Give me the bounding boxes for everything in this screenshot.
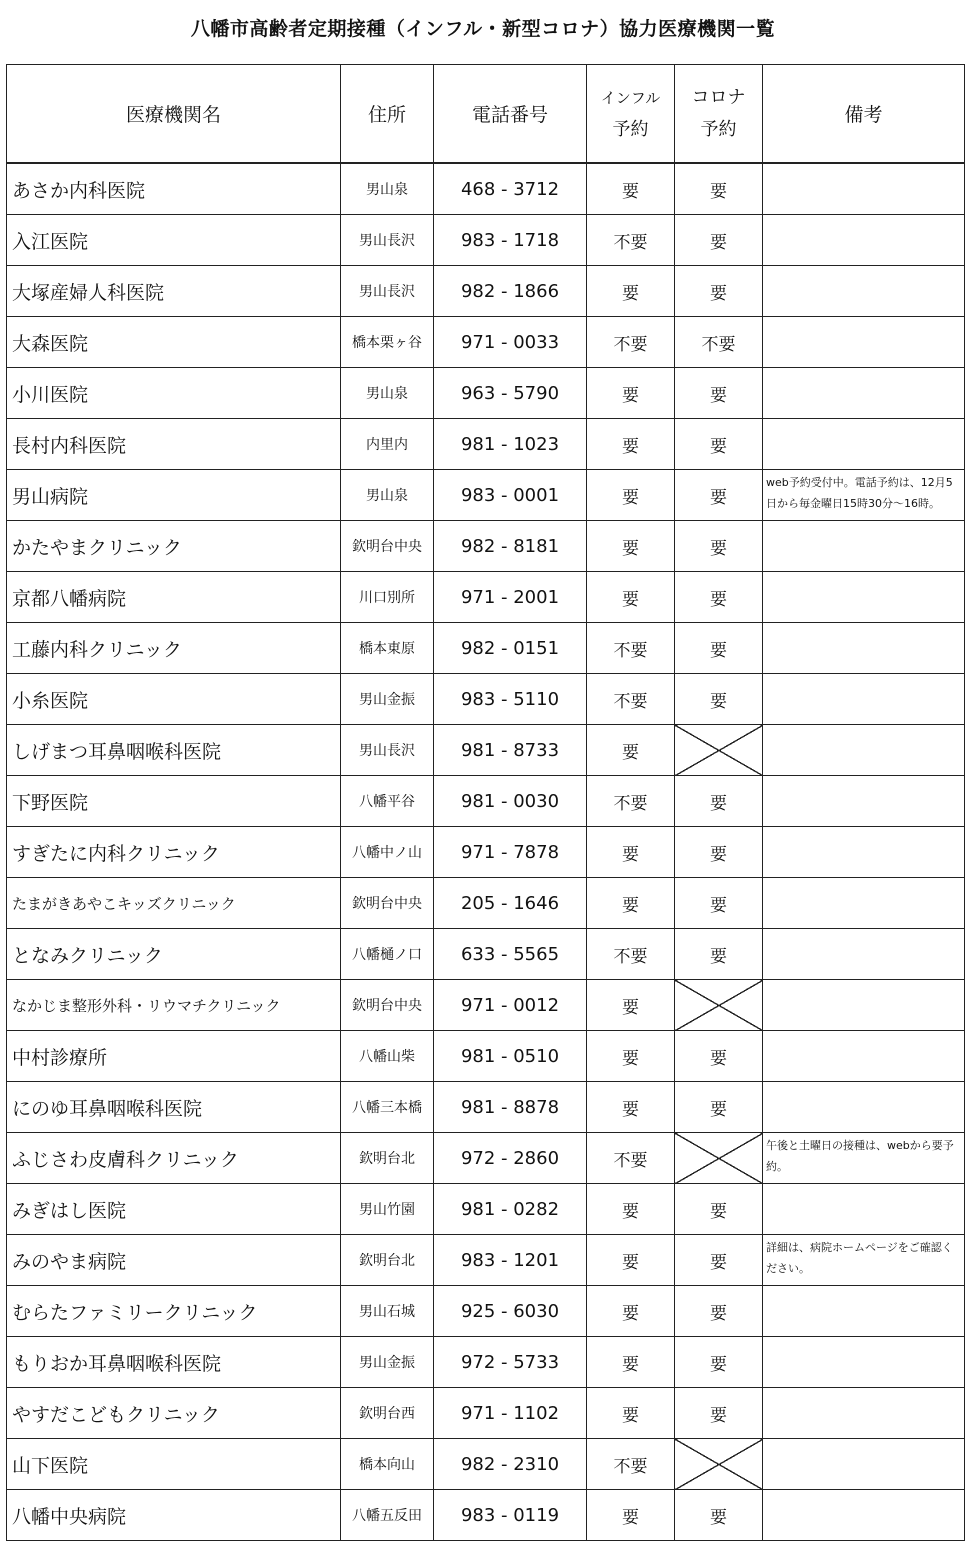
header-phone: 電話番号 <box>434 65 587 164</box>
table-row <box>7 1184 965 1235</box>
clinic-name-cell: ふじさわ皮膚科クリニック <box>7 1133 341 1184</box>
clinic-name-cell: むらたファミリークリニック <box>7 1286 341 1337</box>
phone-cell: 982 - 0151 <box>434 623 587 674</box>
covid-reservation-cell: 要 <box>675 470 763 521</box>
header-flu-reservation <box>587 65 675 164</box>
table-row <box>7 1286 965 1337</box>
phone-cell: 982 - 1866 <box>434 266 587 317</box>
clinic-name-cell: 八幡中央病院 <box>7 1490 341 1541</box>
flu-reservation-cell: 不要 <box>587 1439 675 1490</box>
clinic-table <box>6 64 965 1541</box>
phone-cell: 983 - 0119 <box>434 1490 587 1541</box>
address-cell: 男山長沢 <box>341 725 434 776</box>
table-row <box>7 1439 965 1490</box>
flu-reservation-cell: 不要 <box>587 623 675 674</box>
phone-cell: 971 - 2001 <box>434 572 587 623</box>
flu-reservation-cell: 要 <box>587 1184 675 1235</box>
phone-cell: 963 - 5790 <box>434 368 587 419</box>
covid-reservation-cell: 要 <box>675 827 763 878</box>
note-cell <box>763 1337 965 1388</box>
table-row <box>7 368 965 419</box>
table-row <box>7 1031 965 1082</box>
header-covid-reservation <box>675 65 763 164</box>
covid-reservation-cell: 要 <box>675 623 763 674</box>
address-cell: 欽明台西 <box>341 1388 434 1439</box>
flu-reservation-cell: 要 <box>587 1031 675 1082</box>
note-cell <box>763 1082 965 1133</box>
table-row <box>7 572 965 623</box>
phone-cell: 982 - 2310 <box>434 1439 587 1490</box>
covid-reservation-cell: 要 <box>675 215 763 266</box>
flu-reservation-cell: 要 <box>587 725 675 776</box>
note-cell <box>763 163 965 215</box>
phone-cell: 983 - 1201 <box>434 1235 587 1286</box>
covid-reservation-cell: 要 <box>675 163 763 215</box>
header-covid-reserve-label: 予約 <box>700 118 737 140</box>
table-row <box>7 725 965 776</box>
clinic-name-cell: 大森医院 <box>7 317 341 368</box>
phone-cell: 982 - 8181 <box>434 521 587 572</box>
note-cell <box>763 419 965 470</box>
clinic-name-cell: しげまつ耳鼻咽喉科医院 <box>7 725 341 776</box>
phone-cell: 972 - 5733 <box>434 1337 587 1388</box>
clinic-name-cell: にのゆ耳鼻咽喉科医院 <box>7 1082 341 1133</box>
clinic-name-cell: 長村内科医院 <box>7 419 341 470</box>
note-cell <box>763 1184 965 1235</box>
address-cell: 欽明台中央 <box>341 980 434 1031</box>
clinic-name-cell: やすだこどもクリニック <box>7 1388 341 1439</box>
note-cell <box>763 521 965 572</box>
table-row <box>7 215 965 266</box>
clinic-name-cell: 小糸医院 <box>7 674 341 725</box>
flu-reservation-cell: 要 <box>587 827 675 878</box>
flu-reservation-cell: 要 <box>587 521 675 572</box>
clinic-name-cell: 男山病院 <box>7 470 341 521</box>
table-row <box>7 1082 965 1133</box>
clinic-name-cell: もりおか耳鼻咽喉科医院 <box>7 1337 341 1388</box>
table-row <box>7 980 965 1031</box>
flu-reservation-cell: 要 <box>587 1286 675 1337</box>
note-cell <box>763 980 965 1031</box>
covid-reservation-cell: 要 <box>675 878 763 929</box>
flu-reservation-cell: 要 <box>587 878 675 929</box>
phone-cell: 633 - 5565 <box>434 929 587 980</box>
covid-reservation-cell: 要 <box>675 776 763 827</box>
table-row <box>7 1337 965 1388</box>
note-cell <box>763 1439 965 1490</box>
note-cell <box>763 776 965 827</box>
address-cell: 欽明台中央 <box>341 521 434 572</box>
phone-cell: 981 - 8733 <box>434 725 587 776</box>
table-row <box>7 776 965 827</box>
flu-reservation-cell: 不要 <box>587 674 675 725</box>
address-cell: 橋本向山 <box>341 1439 434 1490</box>
address-cell: 男山泉 <box>341 470 434 521</box>
table-row <box>7 623 965 674</box>
address-cell: 橋本東原 <box>341 623 434 674</box>
phone-cell: 981 - 8878 <box>434 1082 587 1133</box>
table-row <box>7 1388 965 1439</box>
note-cell <box>763 674 965 725</box>
phone-cell: 981 - 0510 <box>434 1031 587 1082</box>
table-row <box>7 317 965 368</box>
covid-reservation-cell: 要 <box>675 1490 763 1541</box>
not-applicable-cross-cell <box>675 725 763 776</box>
table-row <box>7 827 965 878</box>
flu-reservation-cell: 不要 <box>587 215 675 266</box>
covid-reservation-cell: 不要 <box>675 317 763 368</box>
covid-reservation-cell: 要 <box>675 572 763 623</box>
table-row <box>7 266 965 317</box>
clinic-name-cell: 中村診療所 <box>7 1031 341 1082</box>
phone-cell: 983 - 1718 <box>434 215 587 266</box>
not-applicable-cross-cell <box>675 980 763 1031</box>
address-cell: 欽明台中央 <box>341 878 434 929</box>
phone-cell: 468 - 3712 <box>434 163 587 215</box>
note-cell <box>763 1388 965 1439</box>
table-row <box>7 521 965 572</box>
note-cell <box>763 317 965 368</box>
clinic-name-cell: 大塚産婦人科医院 <box>7 266 341 317</box>
address-cell: 八幡三本橋 <box>341 1082 434 1133</box>
address-cell: 男山金振 <box>341 1337 434 1388</box>
address-cell: 八幡樋ノ口 <box>341 929 434 980</box>
address-cell: 橋本栗ヶ谷 <box>341 317 434 368</box>
clinic-name-cell: 京都八幡病院 <box>7 572 341 623</box>
table-body <box>7 163 965 1541</box>
table-row <box>7 163 965 215</box>
address-cell: 内里内 <box>341 419 434 470</box>
address-cell: 欽明台北 <box>341 1235 434 1286</box>
covid-reservation-cell: 要 <box>675 521 763 572</box>
address-cell: 男山泉 <box>341 368 434 419</box>
phone-cell: 981 - 0282 <box>434 1184 587 1235</box>
address-cell: 男山金振 <box>341 674 434 725</box>
address-cell: 男山石城 <box>341 1286 434 1337</box>
phone-cell: 925 - 6030 <box>434 1286 587 1337</box>
phone-cell: 971 - 0033 <box>434 317 587 368</box>
phone-cell: 971 - 0012 <box>434 980 587 1031</box>
table-row <box>7 929 965 980</box>
phone-cell: 983 - 0001 <box>434 470 587 521</box>
note-cell <box>763 827 965 878</box>
clinic-name-cell: あさか内科医院 <box>7 163 341 215</box>
flu-reservation-cell: 要 <box>587 368 675 419</box>
note-cell <box>763 1286 965 1337</box>
note-cell: 詳細は、病院ホームページをご確認ください。 <box>763 1235 965 1286</box>
clinic-name-cell: 入江医院 <box>7 215 341 266</box>
phone-cell: 971 - 7878 <box>434 827 587 878</box>
flu-reservation-cell: 不要 <box>587 1133 675 1184</box>
address-cell: 八幡中ノ山 <box>341 827 434 878</box>
header-notes: 備考 <box>763 65 965 164</box>
covid-reservation-cell: 要 <box>675 1388 763 1439</box>
flu-reservation-cell: 不要 <box>587 929 675 980</box>
address-cell: 川口別所 <box>341 572 434 623</box>
covid-reservation-cell: 要 <box>675 1184 763 1235</box>
table-row <box>7 1235 965 1286</box>
flu-reservation-cell: 要 <box>587 1490 675 1541</box>
table-row <box>7 470 965 521</box>
note-cell <box>763 725 965 776</box>
note-cell <box>763 368 965 419</box>
phone-cell: 981 - 0030 <box>434 776 587 827</box>
flu-reservation-cell: 要 <box>587 470 675 521</box>
covid-reservation-cell: 要 <box>675 419 763 470</box>
phone-cell: 972 - 2860 <box>434 1133 587 1184</box>
clinic-name-cell: みぎはし医院 <box>7 1184 341 1235</box>
address-cell: 男山泉 <box>341 163 434 215</box>
address-cell: 欽明台北 <box>341 1133 434 1184</box>
header-flu-reserve-label: 予約 <box>612 118 649 140</box>
note-cell <box>763 572 965 623</box>
note-cell <box>763 1490 965 1541</box>
address-cell: 男山長沢 <box>341 215 434 266</box>
not-applicable-cross-cell <box>675 1133 763 1184</box>
clinic-name-cell: なかじま整形外科・リウマチクリニック <box>7 980 341 1031</box>
address-cell: 八幡五反田 <box>341 1490 434 1541</box>
flu-reservation-cell: 要 <box>587 419 675 470</box>
address-cell: 八幡平谷 <box>341 776 434 827</box>
flu-reservation-cell: 要 <box>587 572 675 623</box>
header-covid-label: コロナ <box>691 86 746 108</box>
address-cell: 男山長沢 <box>341 266 434 317</box>
note-cell <box>763 623 965 674</box>
table-row <box>7 878 965 929</box>
flu-reservation-cell: 要 <box>587 1388 675 1439</box>
clinic-name-cell: 山下医院 <box>7 1439 341 1490</box>
note-cell: 午後と土曜日の接種は、webから要予約。 <box>763 1133 965 1184</box>
covid-reservation-cell: 要 <box>675 1235 763 1286</box>
flu-reservation-cell: 要 <box>587 1082 675 1133</box>
phone-cell: 971 - 1102 <box>434 1388 587 1439</box>
note-cell: web予約受付中。電話予約は、12月5日から毎金曜日15時30分～16時。 <box>763 470 965 521</box>
covid-reservation-cell: 要 <box>675 1286 763 1337</box>
table-header-row <box>7 65 965 164</box>
clinic-name-cell: 小川医院 <box>7 368 341 419</box>
address-cell: 男山竹園 <box>341 1184 434 1235</box>
covid-reservation-cell: 要 <box>675 1082 763 1133</box>
clinic-name-cell: たまがきあやこキッズクリニック <box>7 878 341 929</box>
clinic-name-cell: かたやまクリニック <box>7 521 341 572</box>
table-row <box>7 1490 965 1541</box>
table-row <box>7 419 965 470</box>
note-cell <box>763 878 965 929</box>
not-applicable-cross-cell <box>675 1439 763 1490</box>
address-cell: 八幡山柴 <box>341 1031 434 1082</box>
header-flu-label: インフル <box>600 88 661 107</box>
note-cell <box>763 266 965 317</box>
phone-cell: 983 - 5110 <box>434 674 587 725</box>
covid-reservation-cell: 要 <box>675 368 763 419</box>
covid-reservation-cell: 要 <box>675 1337 763 1388</box>
phone-cell: 981 - 1023 <box>434 419 587 470</box>
note-cell <box>763 929 965 980</box>
flu-reservation-cell: 不要 <box>587 317 675 368</box>
flu-reservation-cell: 要 <box>587 1337 675 1388</box>
clinic-name-cell: となみクリニック <box>7 929 341 980</box>
phone-cell: 205 - 1646 <box>434 878 587 929</box>
clinic-name-cell: 下野医院 <box>7 776 341 827</box>
flu-reservation-cell: 要 <box>587 1235 675 1286</box>
header-name: 医療機関名 <box>7 65 341 164</box>
header-address: 住所 <box>341 65 434 164</box>
page-title: 八幡市高齢者定期接種（インフル・新型コロナ）協力医療機関一覧 <box>190 18 776 40</box>
note-cell <box>763 1031 965 1082</box>
table-row <box>7 674 965 725</box>
clinic-name-cell: みのやま病院 <box>7 1235 341 1286</box>
flu-reservation-cell: 要 <box>587 266 675 317</box>
flu-reservation-cell: 不要 <box>587 776 675 827</box>
covid-reservation-cell: 要 <box>675 929 763 980</box>
note-cell <box>763 215 965 266</box>
flu-reservation-cell: 要 <box>587 163 675 215</box>
clinic-name-cell: すぎたに内科クリニック <box>7 827 341 878</box>
clinic-name-cell: 工藤内科クリニック <box>7 623 341 674</box>
covid-reservation-cell: 要 <box>675 1031 763 1082</box>
covid-reservation-cell: 要 <box>675 266 763 317</box>
table-row <box>7 1133 965 1184</box>
covid-reservation-cell: 要 <box>675 674 763 725</box>
flu-reservation-cell: 要 <box>587 980 675 1031</box>
